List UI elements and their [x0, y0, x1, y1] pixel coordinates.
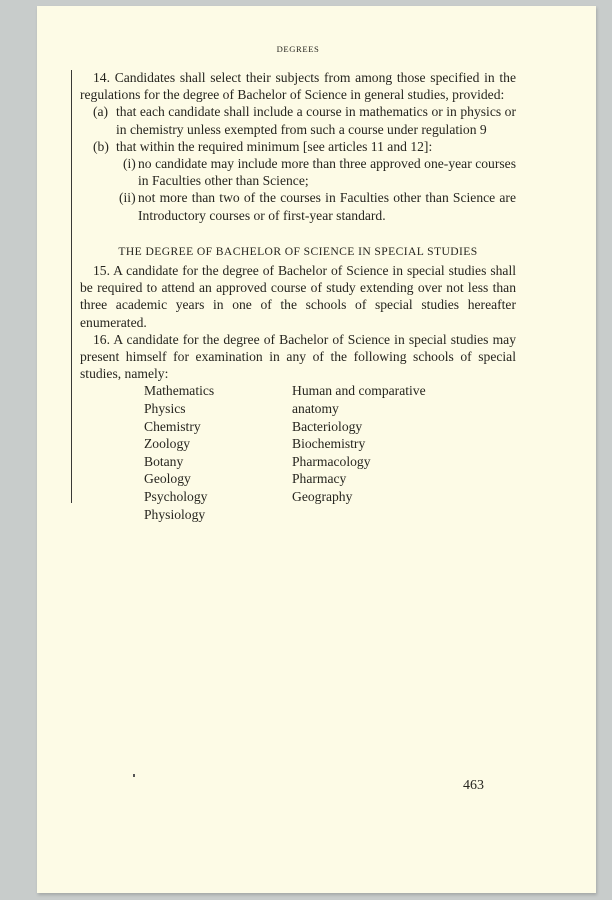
school-item: Geology — [144, 471, 191, 487]
paragraph-15: 15. A candidate for the degree of Bachelor of Science in special studies shall be required to attend an approved course of study extending over not less than three academic years in one of the schools of special studies hereafter enumerated. — [80, 263, 516, 330]
margin-rule — [71, 70, 72, 503]
school-item: Zoology — [144, 436, 191, 452]
book-page — [37, 6, 596, 893]
school-item: Biochemistry — [292, 436, 366, 452]
body-text — [80, 69, 516, 522]
clause-a — [80, 103, 516, 137]
school-item: Chemistry — [144, 418, 201, 434]
schools-right-column — [292, 382, 426, 505]
schools-list — [80, 382, 516, 522]
section-heading: THE DEGREE OF BACHELOR OF SCIENCE IN SPECIAL STUDIES — [118, 244, 478, 258]
school-item: Pharmacology — [292, 453, 371, 469]
clause-b-text: that within the required minimum [see articles 11 and 12]: — [116, 138, 433, 154]
clause-b-ii-text: not more than two of the courses in Faculties other than Science are Introductory courses or of first-year standard. — [138, 190, 516, 223]
school-item: Human and comparative — [292, 383, 426, 399]
school-item: Pharmacy — [292, 471, 347, 487]
ink-speck — [133, 774, 135, 777]
page-number: 463 — [463, 778, 484, 793]
school-item: Geography — [292, 489, 353, 505]
paragraph-14-intro: 14. Candidates shall select their subjects from among those specified in the regulations for the degree of Bachelor of Science in general studies, provided: — [80, 70, 516, 103]
school-item: anatomy — [292, 401, 339, 417]
school-item: Bacteriology — [292, 418, 363, 434]
clause-b-ii — [80, 189, 516, 223]
clause-b-ii-label: (ii) — [119, 190, 136, 206]
clause-b — [80, 138, 516, 155]
schools-left-column — [144, 382, 214, 523]
school-item: Physiology — [144, 506, 206, 522]
school-item: Psychology — [144, 489, 208, 505]
clause-a-text: that each candidate shall include a course in mathematics or in physics or in chemistry unless exempted from such a course under regulation 9 — [116, 104, 516, 137]
running-head: DEGREES — [276, 44, 320, 54]
paragraph-16: 16. A candidate for the degree of Bachelor of Science in special studies may present himself for examination in any of the following schools of special studies, namely: — [80, 331, 516, 382]
clause-a-label: (a) — [93, 104, 109, 120]
clause-b-i-label: (i) — [123, 156, 136, 172]
clause-b-i — [80, 155, 516, 189]
school-item: Botany — [144, 453, 184, 469]
school-item: Mathematics — [144, 383, 215, 399]
clause-b-label: (b) — [93, 138, 109, 154]
clause-b-i-text: no candidate may include more than three approved one-year courses in Faculties other than Science; — [138, 156, 516, 189]
school-item: Physics — [144, 401, 186, 417]
